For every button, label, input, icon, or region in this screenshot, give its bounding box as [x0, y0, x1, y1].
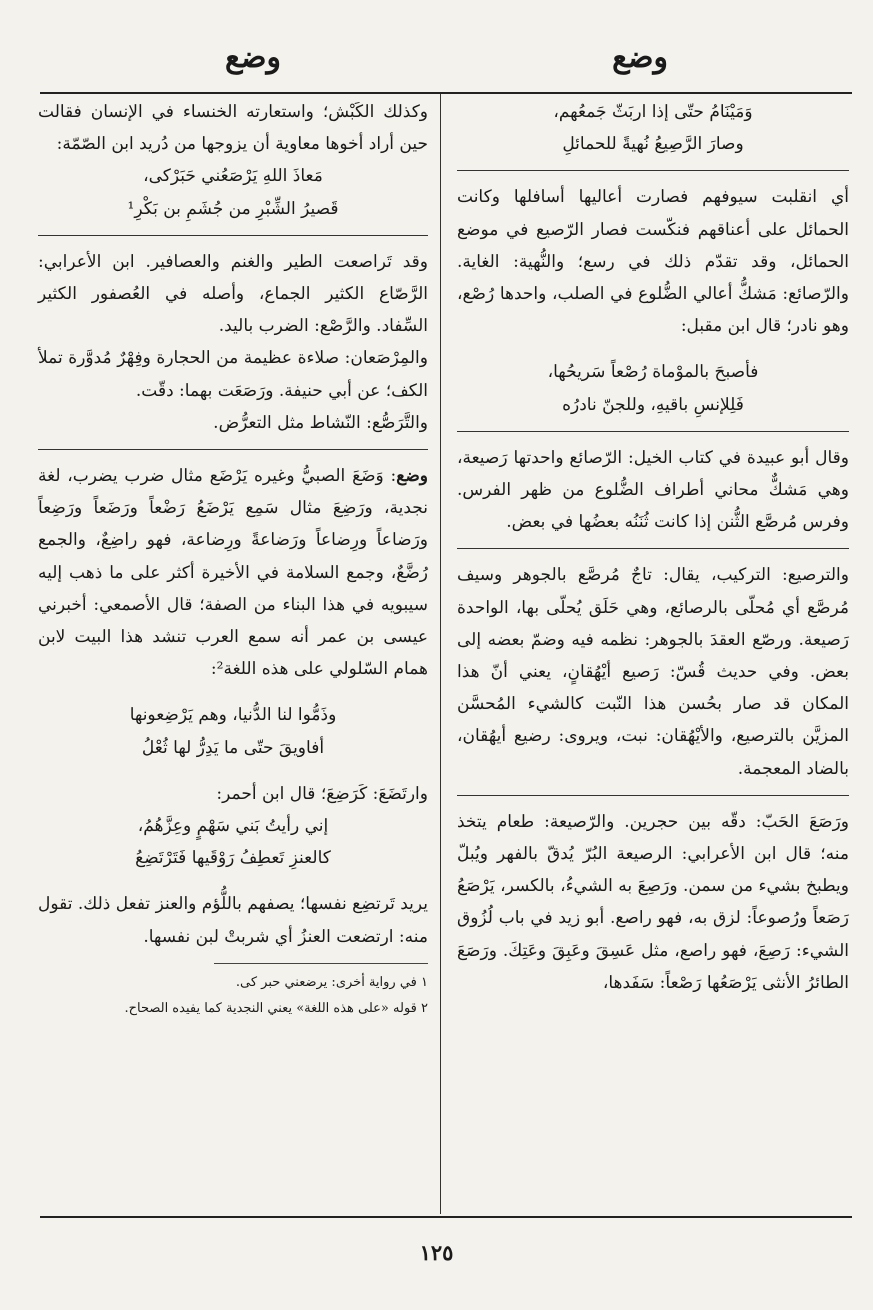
verse-block	[457, 356, 849, 420]
verse-line: قَصيرُ الشِّبْرِ من جُشَمِ بن بَكْرِ¹	[127, 198, 339, 219]
section-separator	[457, 170, 849, 171]
paragraph: يريد تَرتضِع نفسها؛ يصفهم باللُّؤم والعنز تفعل ذلك. تقول منه: ارتضعت العنزُ أي شربتْ لبن نفسها.	[38, 894, 428, 947]
paragraph: ورَصَعَ الحَبّ: دقّه بين حجرين. والرّصيعة: طعام يتخذ منه؛ قال ابن الأعرابي: الرصيعة البُرّ يُدقّ بالفهر ويُبلّ ويطبخ بشيء من سمن. ورَصِعَ به الشيءُ، بالكسر، يَرْصَعُ رَصَعاً ورُصوعاً: لزق به، فهو راصع. أبو زيد في باب لُزُوق الشيء: رَصِعَ، فهو راصع، مثل عَسِقَ وعَبِقَ وعَتِكَ. ورَصَعَ الطائرُ الأنثى يَرْصَعُها رَصْعاً: سَفَدها،	[457, 811, 849, 993]
footnote: ١ في رواية أخرى: يرضعني حبر كى.	[235, 974, 428, 990]
paragraph: وقال أبو عبيدة في كتاب الخيل: الرّصائع واحدتها رَصيعة، وهي مَشكٌّ محاني أطراف الضُّلوع من ظهر الفرس. وفرس مُرصَّع الثُّنن إذا كانت ثُنَنُه بعضُها في بعض.	[457, 447, 849, 533]
column-divider	[440, 94, 441, 1214]
verse-line: فأصبحَ بالموْماة رُصْعاً سَريحُها،	[547, 362, 759, 383]
verse-block	[38, 810, 428, 874]
section-separator	[38, 235, 428, 236]
verse-block	[38, 699, 428, 763]
section-separator	[457, 795, 849, 796]
bottom-rule	[40, 1216, 852, 1218]
verse-block	[38, 160, 428, 224]
paragraph: وقد تَراصعت الطير والغنم والعصافير. ابن الأعرابي: الرَّصّاع الكثير الجماع، وأصله في العُصفور الكثير السِّفاد. والرَّصْع: الضرب باليد.	[38, 251, 428, 337]
headword-right: وضع	[612, 40, 668, 75]
entry-text: : وَضَعَ الصبيُّ وغيره يَرْضَع مثال ضرب يضرب، لغة نجدية، ورَضِعَ مثال سَمِع يَرْضَعُ رَضْعاً ورَضَعاً ورَضِعاً ورَضاعاً ورِضاعاً ورَضاعةً ورِضاعة، فهو راضِعٌ، والجمع رُضَّعٌ، وجمع السلامة في الأخيرة أكثر على ما ذهب إليه سيبويه في هذا البناء من الصفة؛ قال الأصمعي: أخبرني عيسى بن عمر أنه سمع العرب تنشد هذا البيت لابن همام السّلولي على هذه اللغة²:	[38, 466, 428, 680]
paragraph: وكذلك الكَبْش؛ واستعارته الخنساء في الإنسان فقالت حين أراد أخوها معاوية أن يزوجها من دُريد ابن الصّمّة:	[38, 102, 428, 155]
entry-headword: وضع	[396, 466, 428, 487]
verse-line: وَمَيْنَامُ حتّى إذا اربَثّ جَمعُهم،	[553, 102, 753, 122]
verse-line: فَلِلإنسِ باقيهِ، وللجنّ نادرُه	[562, 394, 744, 415]
verse-line: إني رأيتُ بَني سَهْمٍ وعِزَّهُمُ،	[137, 816, 329, 837]
paragraph: والمِرْصَعان: صلاءة عظيمة من الحجارة وفِهْرٌ مُدوَّرة تملأ الكف؛ عن أبي حنيفة. ورَصَعَت بهما: دقّت.	[38, 348, 428, 401]
verse-line: أفاويقَ حتّى ما يَدِرُّ لها ثُعْلُ	[141, 737, 325, 758]
page-number: ١٢٥	[419, 1240, 454, 1265]
verse-line: كالعنزِ تَعطِفُ رَوْقَيها فَتَرْتَضِعُ	[135, 848, 331, 869]
paragraph: والتَّرَصُّع: النّشاط مثل التعرُّض.	[213, 412, 428, 433]
footnote-rule	[214, 963, 429, 964]
top-rule	[40, 92, 852, 94]
verse-line: وذَمُّوا لنا الدُّنيا، وهم يَرْضِعونها	[129, 705, 337, 726]
verse-line: مَعاذَ اللهِ يَرْصَعُني حَبَرْكى،	[143, 166, 323, 187]
right-column	[457, 96, 849, 999]
paragraph: أي انقلبت سيوفهم فصارت أعاليها أسافلها وكانت الحمائل على أعناقهم فنكّست فصار الرّصيع في موضع الحمائل، وقد تقدّم ذلك في رسع؛ والنُّهية: الغاية. والرّصائع: مَشكُّ أعالي الضُّلوع في الصلب، واحدها رُصْع، وهو نادر؛ قال ابن مقبل:	[457, 187, 849, 337]
page-header	[0, 40, 873, 80]
verse-line: وصارَ الرَّصِيعُ نُهيةً للحمائلِ	[562, 134, 744, 155]
paragraph: والترصيع: التركيب، يقال: تاجٌ مُرصَّع بالجوهر وسيف مُرصَّع أي مُحلّى بالرصائع، وهي حَلَق يُحلّى بها، الواحدة رَصيعة. ورصّع العقدَ بالجوهر: نظمه فيه وضمّ بعضه إلى بعض. وفي حديث قُسّ: رَصيع أيْهُقانٍ، يعني أنّ هذا المكان قد صار بحُسن هذا النّبت كالشيء المُحسَّن المزيَّن بالترصيع، والأيْهُقان: نبت، ويروى: رضيع أيهُقان، بالضاد المعجمة.	[457, 565, 849, 779]
verse-block	[457, 96, 849, 160]
footnote: ٢ قوله «على هذه اللغة» يعني النجدية كما يفيده الصحاح.	[124, 1000, 428, 1016]
section-separator	[38, 449, 428, 450]
section-separator	[457, 431, 849, 432]
section-separator	[457, 548, 849, 549]
headword-left: وضع	[225, 40, 281, 75]
left-column	[38, 96, 428, 1022]
entry-paragraph	[38, 460, 428, 685]
paragraph: وارتَضَعَ: كَرَضِعَ؛ قال ابن أحمر:	[216, 783, 428, 804]
